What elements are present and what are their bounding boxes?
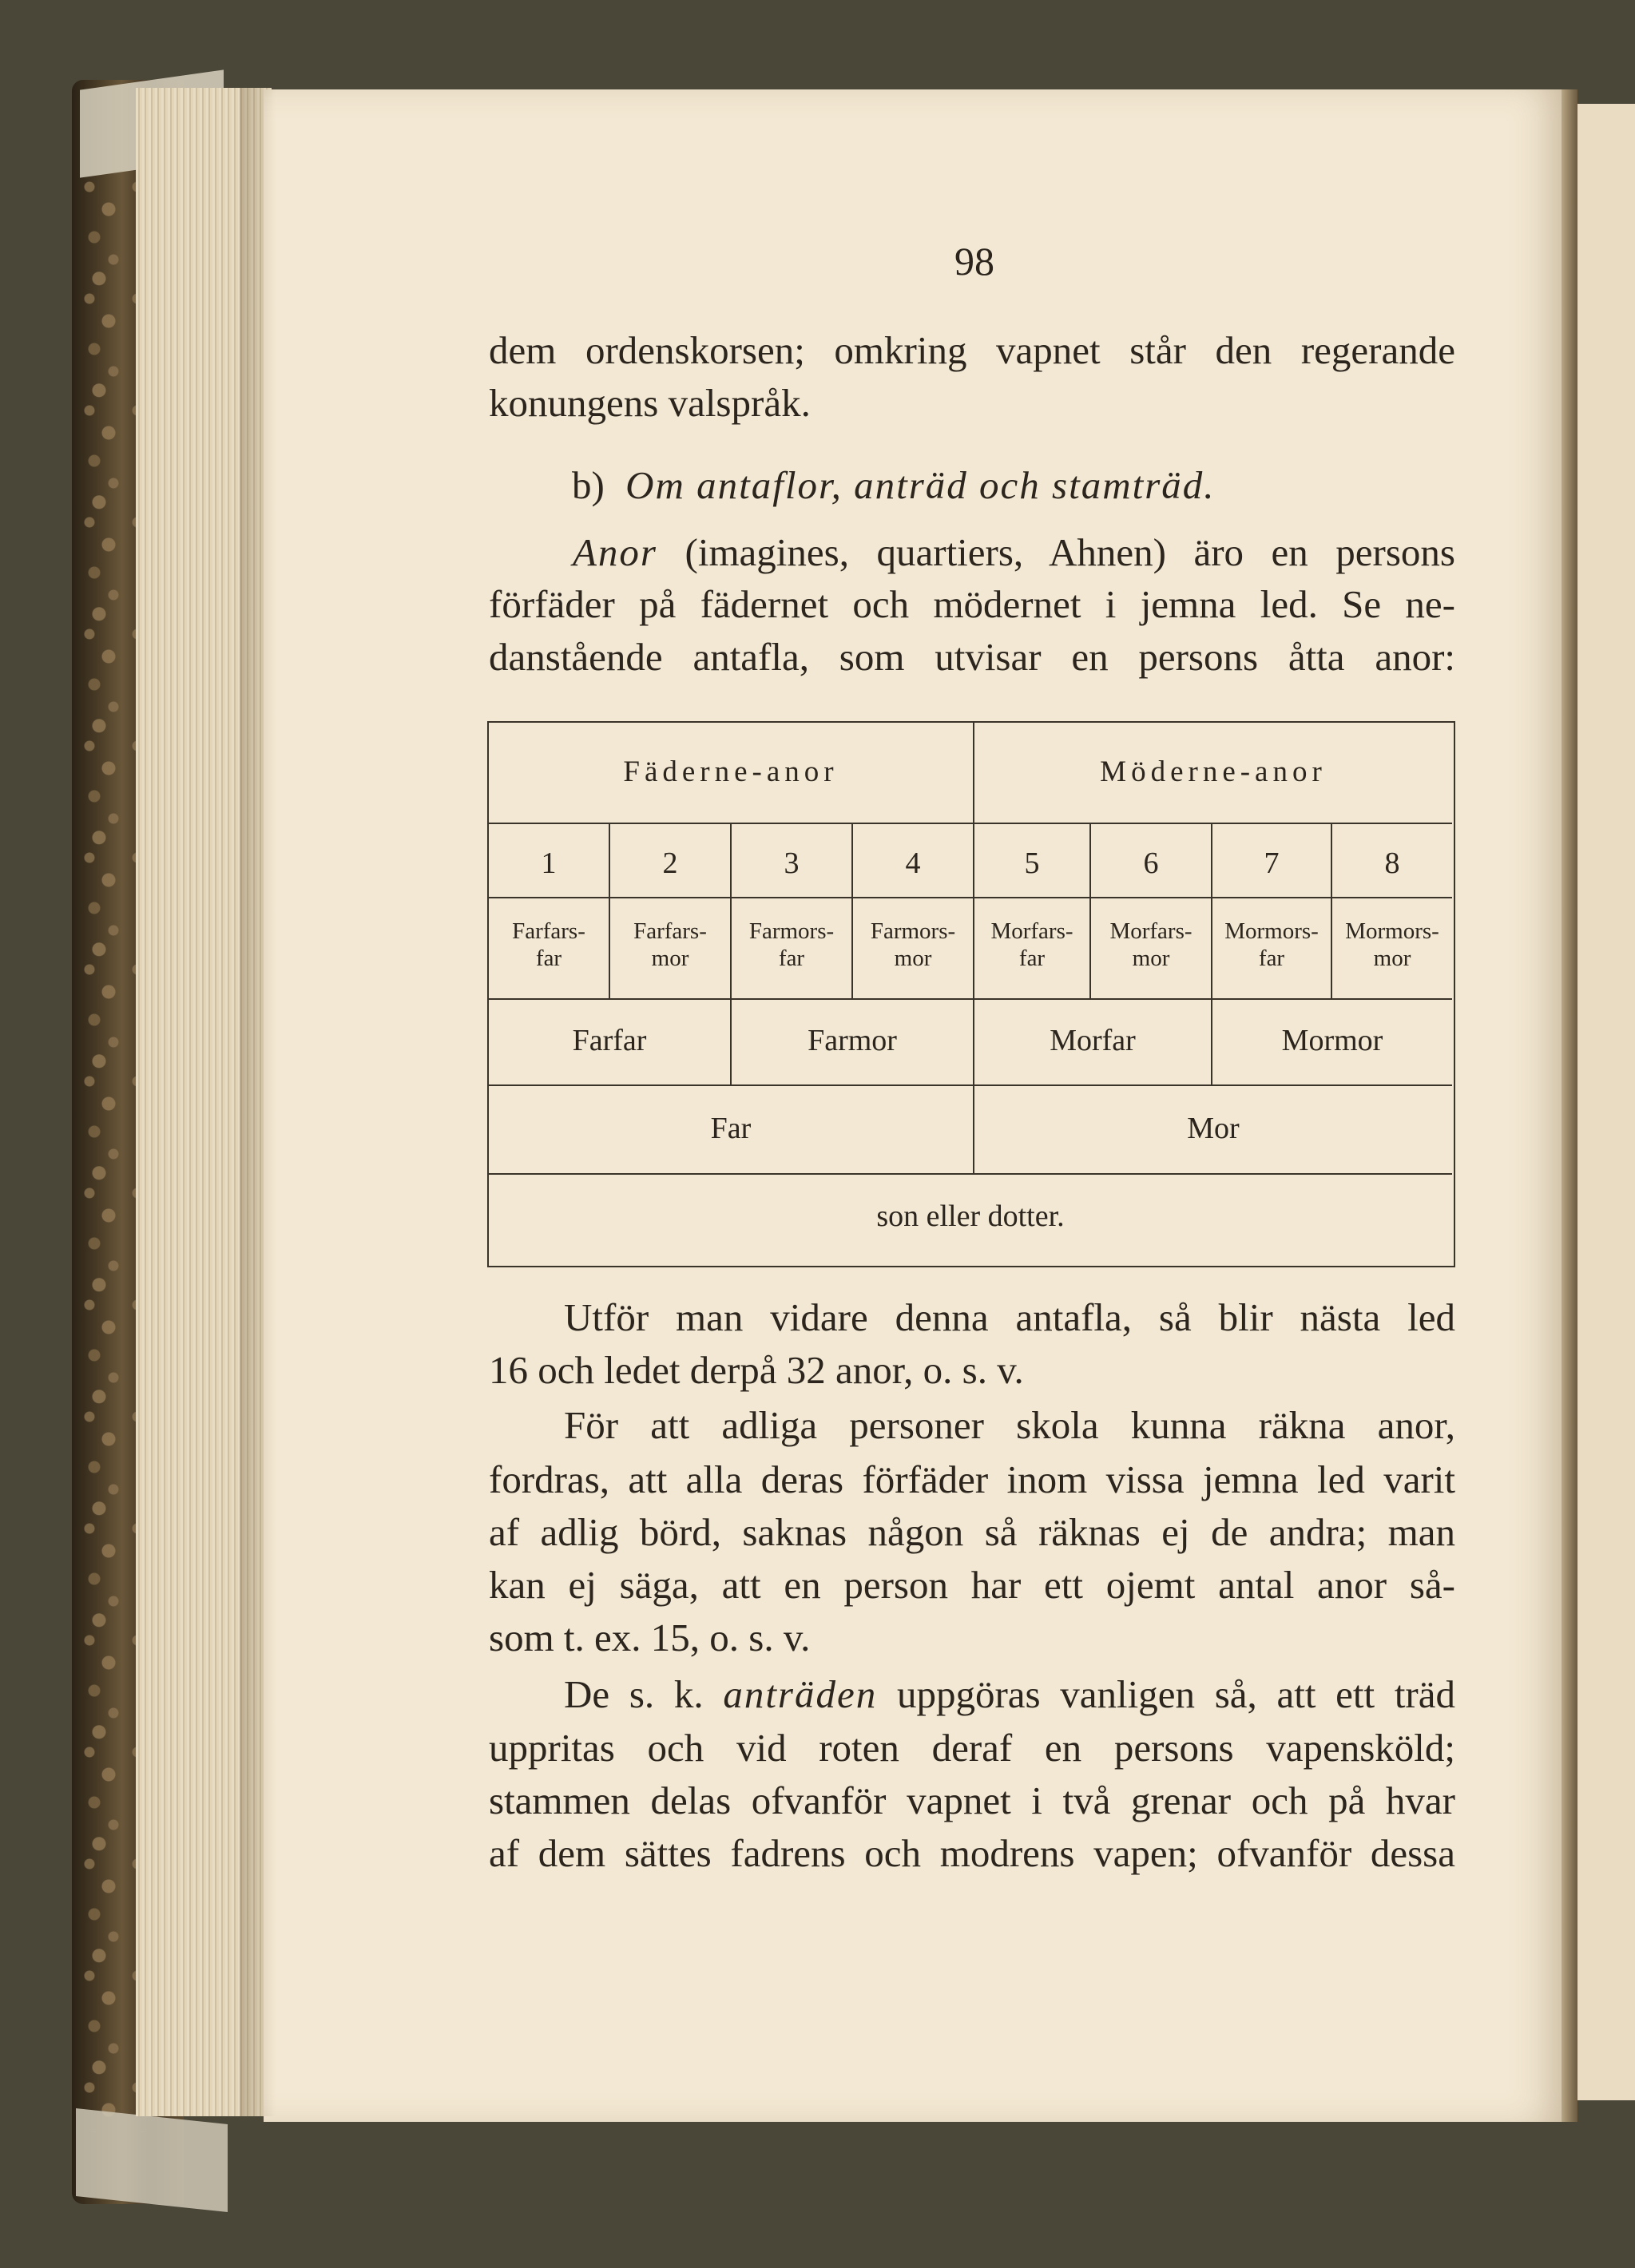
ancestor-table bbox=[487, 721, 1455, 1267]
ancestor-number: 5 bbox=[1024, 847, 1040, 880]
text-line: danstående antafla, som utvisar en persons åtta anor: bbox=[489, 635, 1455, 679]
table-rule bbox=[489, 1084, 1452, 1086]
text-line: fordras, att alla deras förfäder inom vissa jemna led varit bbox=[489, 1457, 1455, 1501]
ancestor-number: 3 bbox=[784, 847, 800, 880]
text-line: 16 och ledet derpå 32 anor, o. s. v. bbox=[489, 1348, 1024, 1392]
parent-label: Far bbox=[710, 1112, 752, 1145]
text-line: uppritas och vid roten deraf en persons vapensköld; bbox=[489, 1726, 1455, 1770]
grandparent-label: Farmor bbox=[808, 1024, 897, 1057]
grandparent-label: Mormor bbox=[1281, 1024, 1383, 1057]
table-rule bbox=[489, 897, 1452, 898]
table-rule bbox=[489, 1173, 1452, 1175]
term-anor: Anor bbox=[573, 530, 657, 574]
table-rule bbox=[489, 823, 1452, 824]
ancestor-number: 2 bbox=[662, 847, 678, 880]
term-antraden: anträden bbox=[723, 1672, 878, 1716]
ancestor-label: Morfars- far bbox=[990, 918, 1073, 971]
text-segment: De s. k. bbox=[564, 1672, 704, 1716]
torn-paper-bottom bbox=[76, 2108, 228, 2212]
text-line: förfäder på fädernet och mödernet i jemna led. Se ne- bbox=[489, 582, 1455, 626]
text-line: konungens valspråk. bbox=[489, 381, 811, 425]
page-right-edge bbox=[1562, 89, 1577, 2122]
text-line-rest: (imagines, quartiers, Ahnen) äro en persons bbox=[685, 530, 1456, 574]
ancestor-number: 7 bbox=[1264, 847, 1280, 880]
text-line: af dem sättes fadrens och modrens vapen; ofvanför dessa bbox=[489, 1831, 1455, 1875]
table-rule bbox=[489, 998, 1452, 1000]
ancestor-label: Farmors- far bbox=[748, 918, 835, 971]
ancestor-label: Morfars- mor bbox=[1109, 918, 1193, 971]
text-line: stammen delas ofvanför vapnet i två grenar och på hvar bbox=[489, 1778, 1455, 1822]
text-line: kan ej säga, att en person har ett ojemt antal anor så- bbox=[489, 1563, 1455, 1607]
ancestor-number: 1 bbox=[541, 847, 557, 880]
page-number: 98 bbox=[954, 239, 994, 284]
grandparent-label: Morfar bbox=[1050, 1024, 1136, 1057]
heading-prefix: b) bbox=[572, 463, 605, 507]
text-line: För att adliga personer skola kunna räkna anor, bbox=[564, 1403, 1455, 1447]
text-line bbox=[573, 526, 1455, 579]
ancestor-number: 6 bbox=[1143, 847, 1159, 880]
gutter-shadow bbox=[240, 88, 276, 2116]
ancestor-label: Mormors- mor bbox=[1345, 918, 1439, 971]
text-line bbox=[564, 1668, 1455, 1721]
text-line: dem ordenskorsen; omkring vapnet står den regerande bbox=[489, 328, 1455, 372]
text-line: Utför man vidare denna antafla, så blir nästa led bbox=[564, 1295, 1455, 1339]
ancestor-number: 8 bbox=[1384, 847, 1400, 880]
facing-page-edge bbox=[1577, 104, 1635, 2100]
section-heading bbox=[572, 459, 1371, 512]
ancestor-label: Farmors- mor bbox=[870, 918, 956, 971]
ancestor-label: Farfars- mor bbox=[633, 918, 707, 971]
child-label: son eller dotter. bbox=[876, 1199, 1065, 1233]
heading-title: Om antaflor, anträd och stamträd. bbox=[625, 463, 1216, 507]
text-line: som t. ex. 15, o. s. v. bbox=[489, 1616, 811, 1659]
parent-label: Mor bbox=[1187, 1112, 1240, 1145]
paternal-header: Fäderne-anor bbox=[623, 755, 839, 788]
maternal-header: Möderne-anor bbox=[1100, 755, 1327, 788]
ancestor-number: 4 bbox=[905, 847, 921, 880]
ancestor-label: Farfars- far bbox=[512, 918, 585, 971]
text-line: af adlig börd, saknas någon så räknas ej de andra; man bbox=[489, 1510, 1455, 1554]
ancestor-label: Mormors- far bbox=[1224, 918, 1319, 971]
grandparent-label: Farfar bbox=[572, 1024, 647, 1057]
text-segment: uppgöras vanligen så, att ett träd bbox=[896, 1672, 1456, 1716]
